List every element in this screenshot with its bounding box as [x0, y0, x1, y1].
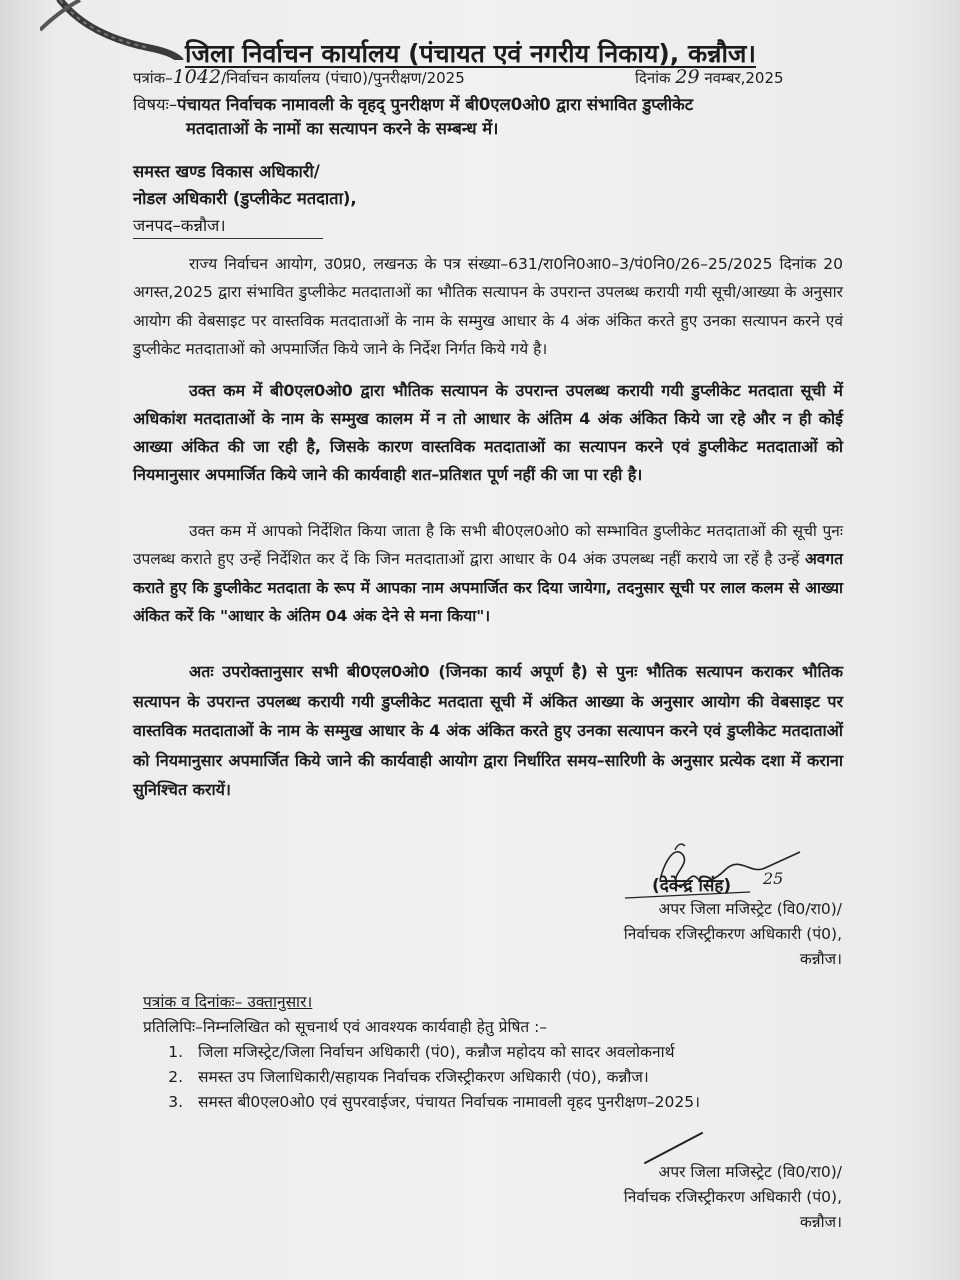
second-designation-2: निर्वाचक रजिस्ट्रीकरण अधिकारी (पं0), — [623, 1188, 842, 1206]
body-paragraph-4: अतः उपरोक्तानुसार सभी बी0एल0ओ0 (जिनका कार्य अपूर्ण है) से पुनः भौतिक सत्यापन कराकर भौतिक सत्यापन के उपरान्त उपलब्ध करायी गयी डुप्लीकेट मतदाता सूची में अंकित आख्या के अनुसार आयोग की वेबसाइट पर वास्तविक मतदाताओं के नाम के सम्मुख आधार के 4 अंक अंकित करते हुए उनका सत्यापन करने एवं डुप्लीकेट मतदाताओं को नियमानुसार अपमार्जित किये जाने की कार्यवाही आयोग द्वारा निर्धारित समय–सारिणी के अनुसार प्रत्येक दशा में कराना सुनिश्चित करायें। — [133, 662, 843, 799]
addressee-line-2: नोडल अधिकारी (डुप्लीकेट मतदाता), — [133, 189, 357, 208]
addressee-line-3: जनपद–कन्नौज। — [133, 216, 226, 235]
signature-date: 25 — [763, 869, 784, 888]
addressee-block — [133, 158, 357, 239]
addressee-line-1: समस्त खण्ड विकास अधिकारी/ — [133, 162, 320, 181]
subject-text-1: पंचायत निर्वाचक नामावली के वृहद् पुनरीक्षण में बी0एल0ओ0 द्वारा संभावित डुप्लीकेट — [177, 95, 694, 114]
list-item: 2. समस्त उप जिलाधिकारी/सहायक निर्वाचक रजिस्ट्रीकरण अधिकारी (पं0), कन्नौज। — [188, 1065, 700, 1090]
subject-line-1 — [133, 92, 693, 115]
body-paragraph-3 — [133, 517, 843, 630]
reference-office: /निर्वाचन कार्यालय (पंचा0)/पुनरीक्षण/2025 — [221, 69, 465, 87]
signatory-name: (देवेन्द्र सिंह) — [652, 876, 732, 896]
copy-recipient-list — [143, 1040, 700, 1115]
body-paragraph-1: राज्य निर्वाचन आयोग, उ0प्र0, लखनऊ के पत्र संख्या–631/रा0नि0आ0–3/पं0नि0/26–25/2025 दिनांक 20 अगस्त,2025 द्वारा संभावित डुप्लीकेट मतदाताओं का भौतिक सत्यापन के उपरान्त उपलब्ध करायी गयी सूची/आख्या के अनुसार आयोग की वेबसाइट पर वास्तविक मतदाताओं के नाम के सम्मुख आधार के 4 अंक अंकित करते हुए उनका सत्यापन करने एवं डुप्लीकेट मतदाताओं को अपमार्जित किये जाने के निर्देश निर्गत किये गये है। — [133, 255, 843, 358]
date-label: दिनांक — [635, 69, 671, 87]
paragraph-3-text: उक्त कम में आपको निर्देशित किया जाता है कि सभी बी0एल0ओ0 को सम्भावित डुप्लीकेट मतदाताओं की सूची पुनः उपलब्ध कराते हुए उन्हें निर्देशित कर दें कि जिन मतदाताओं द्वारा आधार के 04 अंक उपलब्ध नहीं कराये जा रहें है उन्हें — [133, 522, 843, 569]
signatory-designation-1: अपर जिला मजिस्ट्रेट (वि0/रा0)/ — [658, 900, 842, 918]
signatory-designation-2: निर्वाचक रजिस्ट्रीकरण अधिकारी (पं0), — [623, 925, 842, 943]
signatory-designation-block — [624, 897, 842, 972]
letter-date — [635, 66, 784, 88]
subject-label: विषयः– — [133, 95, 178, 114]
signatory-place: कन्नौज। — [799, 950, 842, 968]
list-item: 1. जिला मजिस्ट्रेट/जिला निर्वाचन अधिकारी (पं0), कन्नौज महोदय को सादर अवलोकनार्थ — [188, 1040, 700, 1065]
reference-number: 1042 — [172, 66, 222, 88]
binding-string-graphic — [40, 0, 190, 60]
copy-intro: प्रतिलिपिः–निम्नलिखित को सूचनार्थ एवं आवश्यक कार्यवाही हेतु प्रेषित :– — [143, 1018, 548, 1036]
reference-line — [133, 66, 465, 88]
office-header: जिला निर्वाचन कार्यालय (पंचायत एवं नगरीय निकाय), कन्नौज। — [185, 39, 756, 68]
reference-label: पत्रांक– — [133, 69, 173, 87]
second-designation-1: अपर जिला मजिस्ट्रेट (वि0/रा0)/ — [658, 1163, 842, 1181]
second-designation-block — [624, 1160, 842, 1235]
subject-line-2: मतदाताओं के नामों का सत्यापन करने के सम्बन्ध में। — [186, 119, 499, 138]
paragraph-3-emphasis: अवगत कराते हुए कि डुप्लीकेट मतदाता के रूप में आपका नाम अपमार्जित कर दिया जायेगा, तदनुसार सूची पर लाल कलम से आख्या अंकित करें कि "आधार के अंतिम 04 अंक देने से मना किया"। — [133, 550, 843, 625]
date-month-year: नवम्बर,2025 — [704, 69, 784, 87]
date-day: 29 — [675, 66, 700, 88]
body-paragraph-2: उक्त कम में बी0एल0ओ0 द्वारा भौतिक सत्यापन के उपरान्त उपलब्ध करायी गयी डुप्लीकेट मतदाता सूची में अधिकांश मतदाताओं के नाम के सम्मुख कालम में न तो आधार के अंतिम 4 अंक अंकित किये जा रहे और न ही कोई आख्या अंकित की जा रही है, जिसके कारण वास्तविक मतदाताओं का सत्यापन करने एवं डुप्लीकेट मतदाताओं को नियमानुसार अपमार्जित किये जाने की कार्यवाही शत–प्रतिशत पूर्ण नहीं की जा पा रही है। — [133, 381, 843, 484]
copy-to-section — [143, 990, 700, 1115]
copy-reference: पत्रांक व दिनांकः– उक्तानुसार। — [143, 993, 313, 1011]
divider — [133, 238, 323, 239]
list-item: 3. समस्त बी0एल0ओ0 एवं सुपरवाईजर, पंचायत निर्वाचक नामावली वृहद पुनरीक्षण–2025। — [188, 1090, 700, 1115]
second-place: कन्नौज। — [799, 1213, 842, 1231]
